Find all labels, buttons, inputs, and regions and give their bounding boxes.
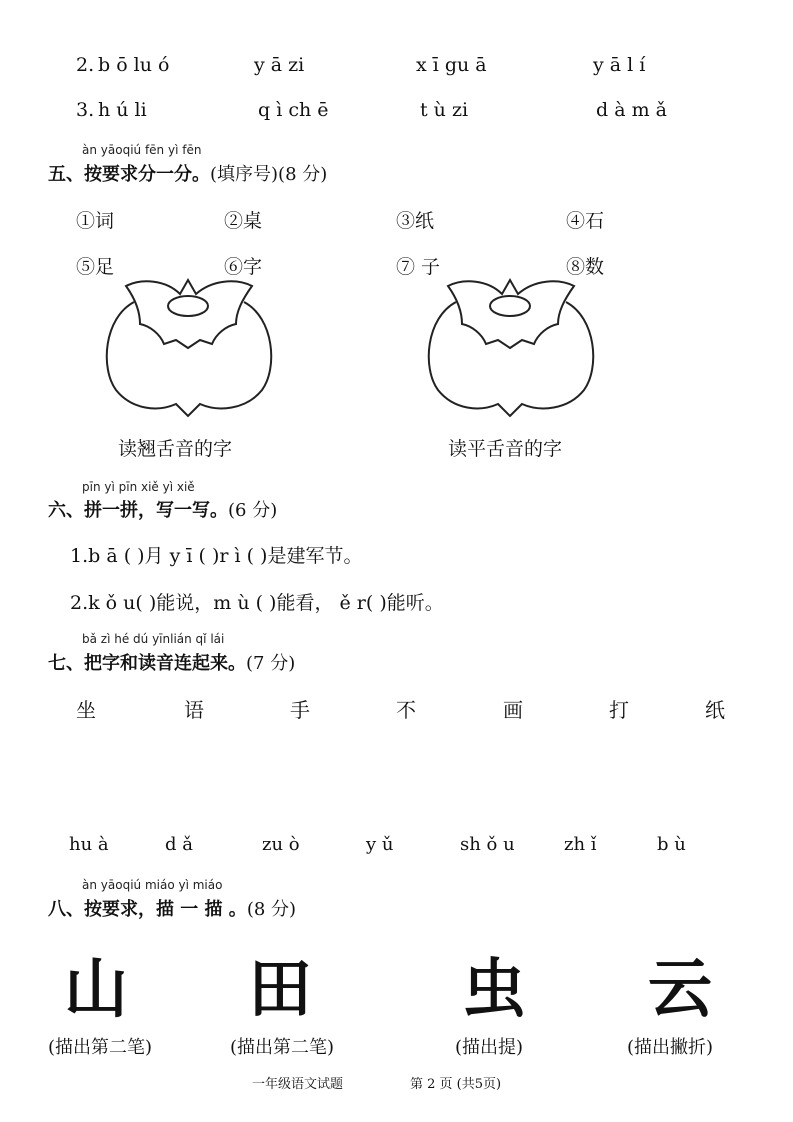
footer-page-number: 第 2 页 (共5页) bbox=[410, 1077, 502, 1092]
pinyin-row-2-number: 2. bbox=[76, 54, 95, 76]
section5-title bbox=[48, 160, 327, 186]
connect-pinyin-3[interactable]: zu ò bbox=[262, 834, 300, 855]
fruit-label-flat: 读平舌音的字 bbox=[448, 438, 563, 460]
trace-char-1: 山 bbox=[64, 953, 128, 1027]
section7-score: (7 分) bbox=[246, 653, 296, 674]
section8-title-text: 八、按要求，描 一 描 。 bbox=[48, 899, 247, 920]
connect-char-7[interactable]: 纸 bbox=[705, 698, 725, 722]
connect-char-1[interactable]: 坐 bbox=[76, 698, 96, 722]
pinyin-row-3-item-4: d à m ǎ bbox=[596, 99, 667, 121]
section7-title-text: 七、把字和读音连起来。 bbox=[48, 653, 246, 674]
section8-title bbox=[48, 895, 296, 921]
trace-caption-2: (描出第二笔) bbox=[230, 1037, 335, 1058]
section5-score: (填序号)(8 分) bbox=[210, 164, 328, 185]
connect-char-6[interactable]: 打 bbox=[609, 698, 629, 722]
fruit-label-retroflex: 读翘舌音的字 bbox=[118, 438, 233, 460]
trace-char-4: 云 bbox=[648, 953, 712, 1027]
connect-char-2[interactable]: 语 bbox=[184, 698, 204, 722]
persimmon-icon-right bbox=[418, 272, 604, 424]
option-1: ①词 bbox=[76, 210, 115, 232]
option-8: ⑧数 bbox=[566, 256, 605, 278]
connect-char-4[interactable]: 不 bbox=[396, 698, 416, 722]
connect-pinyin-5[interactable]: sh ǒ u bbox=[460, 834, 515, 855]
section6-pinyin: pīn yì pīn xiě yì xiě bbox=[82, 480, 195, 494]
option-7: ⑦ 子 bbox=[396, 256, 441, 278]
option-2: ②桌 bbox=[224, 210, 263, 232]
trace-caption-4: (描出撇折) bbox=[627, 1037, 714, 1058]
section8-pinyin: àn yāoqiú miáo yì miáo bbox=[82, 878, 223, 892]
connect-pinyin-6[interactable]: zh ǐ bbox=[564, 834, 597, 855]
connect-pinyin-2[interactable]: d ǎ bbox=[165, 834, 193, 855]
footer-title: 一年级语文试题 bbox=[252, 1077, 344, 1092]
pinyin-row-2-item-1: b ō lu ó bbox=[98, 54, 170, 76]
pinyin-row-2-item-2: y ā zi bbox=[254, 54, 305, 76]
pinyin-row-3-item-2: q ì ch ē bbox=[258, 99, 329, 121]
trace-char-3: 虫 bbox=[462, 953, 526, 1027]
connect-pinyin-7[interactable]: b ù bbox=[657, 834, 686, 855]
pinyin-row-3-number: 3. bbox=[76, 99, 95, 121]
section5-pinyin: àn yāoqiú fēn yì fēn bbox=[82, 143, 202, 157]
option-3: ③纸 bbox=[396, 210, 435, 232]
trace-char-2: 田 bbox=[248, 953, 312, 1027]
option-4: ④石 bbox=[566, 210, 605, 232]
pinyin-row-3-item-1: h ú li bbox=[98, 99, 147, 121]
connect-pinyin-4[interactable]: y ǔ bbox=[366, 834, 394, 855]
pinyin-row-2-item-4: y ā l í bbox=[593, 54, 646, 76]
section6-line-1: 1.b ā ( )月 y ī ( )r ì ( )是建军节。 bbox=[70, 545, 363, 567]
connect-pinyin-1[interactable]: hu à bbox=[69, 834, 109, 855]
section7-pinyin: bǎ zì hé dú yīnlián qǐ lái bbox=[82, 632, 225, 646]
trace-caption-3: (描出提) bbox=[455, 1037, 524, 1058]
section6-line-2: 2.k ǒ u( )能说，m ù ( )能看， ě r( )能听。 bbox=[70, 592, 444, 614]
persimmon-icon-left bbox=[96, 272, 282, 424]
connect-char-5[interactable]: 画 bbox=[503, 698, 523, 722]
option-6: ⑥字 bbox=[224, 256, 263, 278]
option-5: ⑤足 bbox=[76, 256, 115, 278]
section8-score: (8 分) bbox=[246, 899, 297, 920]
pinyin-row-2-item-3: x ī gu ā bbox=[416, 54, 487, 76]
section6-title bbox=[48, 496, 277, 522]
section6-score: (6 分) bbox=[228, 500, 278, 521]
section6-title-text: 六、拼一拼，写一写。 bbox=[48, 500, 228, 521]
trace-caption-1: (描出第二笔) bbox=[48, 1037, 153, 1058]
section7-title bbox=[48, 649, 295, 675]
connect-char-3[interactable]: 手 bbox=[290, 698, 310, 722]
pinyin-row-3-item-3: t ù zi bbox=[420, 99, 469, 121]
section5-title-text: 五、按要求分一分。 bbox=[48, 164, 210, 185]
